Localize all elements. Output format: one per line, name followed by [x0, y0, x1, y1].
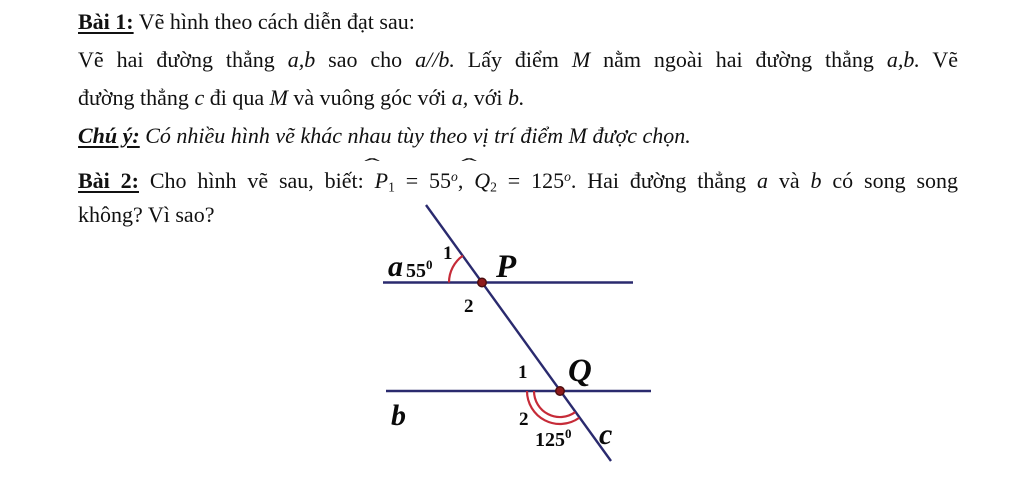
- math-subscript: 1: [388, 179, 395, 195]
- text-run: Có nhiều hình vẽ khác nhau tùy theo vị trí điểm: [139, 123, 569, 148]
- widehat-accent: ˆ: [461, 154, 478, 175]
- problem2-line2: không? Vì sao?: [78, 202, 215, 227]
- text-run: Cho hình vẽ sau, biết:: [138, 167, 375, 193]
- math-var: a//b.: [415, 47, 455, 72]
- math-var: c: [194, 85, 205, 110]
- math-run: = 55: [394, 167, 452, 193]
- label-line-b: b: [391, 399, 406, 432]
- label-line-c: c: [599, 418, 613, 451]
- text-run: Lấy điểm: [454, 47, 572, 72]
- math-var: M: [269, 85, 288, 110]
- math-run: ,: [457, 167, 475, 193]
- problem2-label: Bài 2:: [78, 167, 139, 193]
- label-line-a: a: [388, 250, 403, 283]
- math-run: .: [570, 167, 577, 193]
- math-var: P: [374, 167, 389, 193]
- text-run: sao cho: [315, 47, 416, 72]
- label-angle-q2: 2: [519, 409, 529, 430]
- text-run: Vẽ hai đường thẳng: [78, 47, 288, 72]
- label-angle-p1: 1: [443, 243, 453, 264]
- math-var: b.: [507, 85, 525, 110]
- math-var: a,: [451, 85, 469, 110]
- point-p-dot: [478, 278, 487, 287]
- text-run: đi qua: [204, 85, 270, 110]
- label-angle-q2-value: $125^0$: [535, 426, 572, 451]
- problem1-title: Vẽ hình theo cách diễn đạt sau:: [133, 9, 415, 34]
- math-var: a,b.: [886, 47, 920, 72]
- problem1-label: Bài 1:: [78, 9, 134, 34]
- text-run: và vuông góc với: [287, 85, 452, 110]
- math-var: M: [568, 123, 587, 148]
- label-point-p: P: [496, 249, 517, 285]
- label-angle-p2: 2: [464, 296, 474, 317]
- text-run: Vẽ: [919, 47, 958, 72]
- degree-superscript: o: [564, 169, 571, 184]
- text-run: được chọn.: [586, 123, 691, 148]
- label-angle-p1-value: $55^0$: [406, 257, 433, 282]
- math-var: Q: [474, 167, 491, 193]
- label-angle-q1: 1: [518, 362, 528, 383]
- text-run: với: [468, 85, 508, 110]
- math-var: a,b: [287, 47, 316, 72]
- math-subscript: 2: [490, 179, 497, 195]
- widehat-accent: ˆ: [363, 154, 380, 175]
- math-var: M: [571, 47, 591, 72]
- text-run: có song song: [821, 167, 959, 193]
- text-run: Hai đường thẳng: [576, 167, 758, 193]
- label-point-q: Q: [568, 353, 592, 389]
- point-q-dot: [556, 387, 565, 396]
- math-var: b: [810, 167, 822, 193]
- text-run: và: [768, 167, 811, 193]
- note-label: Chú ý:: [78, 123, 140, 148]
- text-run: nằm ngoài hai đường thẳng: [590, 47, 887, 72]
- math-run: = 125: [496, 167, 565, 193]
- text-run: đường thẳng: [78, 85, 195, 110]
- math-var: a: [757, 167, 769, 193]
- degree-superscript: o: [451, 169, 458, 184]
